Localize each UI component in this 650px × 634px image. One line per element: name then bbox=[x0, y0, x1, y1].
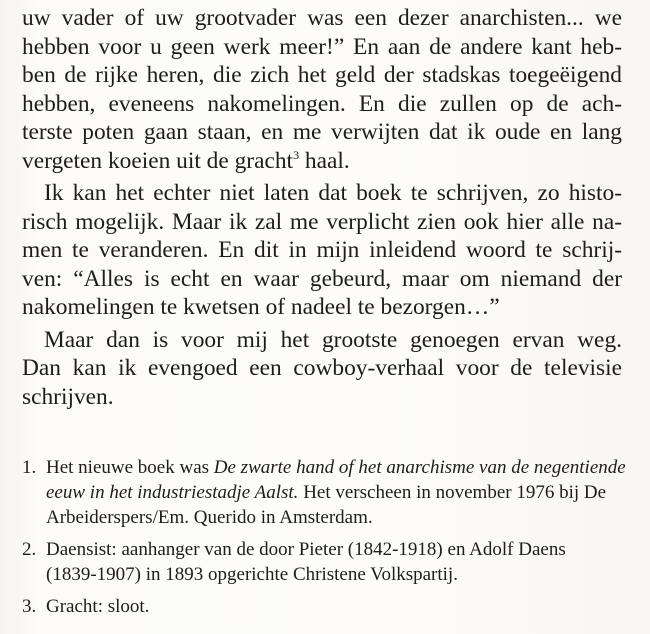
text-line: ven: “Alles is echt en waar gebeurd, maar om niemand der bbox=[22, 265, 622, 292]
text-line: schrijven. bbox=[22, 383, 114, 410]
footnote-number: 1. bbox=[22, 457, 37, 478]
footnote-line: Arbeiderspers/Em. Querido in Amsterdam. bbox=[46, 507, 373, 528]
paragraph-2 bbox=[22, 179, 622, 322]
text-line: hebben, eveneens nakomelingen. En die zullen op de ach- bbox=[22, 90, 622, 117]
text-line bbox=[22, 147, 622, 176]
footnote-line bbox=[22, 537, 622, 562]
book-title: De zwarte hand of het anarchisme van de negentiende bbox=[213, 457, 626, 478]
book-title: eeuw in het industriestadje Aalst. bbox=[46, 482, 299, 503]
text-line: Dan kan ik evengoed een cowboy-verhaal voor de televisie bbox=[22, 355, 622, 381]
text-line: men te veranderen. En dit in mijn inleidend woord te schrij- bbox=[22, 237, 622, 263]
footnote-line bbox=[22, 594, 622, 619]
text-line: ben de rijke heren, die zich het geld der stadskas toegeëigend bbox=[22, 62, 622, 88]
text-segment: Het verscheen in november 1976 bij De bbox=[298, 482, 607, 503]
paragraph-3 bbox=[22, 326, 622, 412]
footnote-3 bbox=[22, 594, 622, 619]
footnote-1 bbox=[22, 455, 626, 530]
text-line: hebben voor u geen werk meer!” En aan de andere kant heb- bbox=[22, 33, 622, 60]
text-line: terste poten gaan staan, en me verwijten dat ik oude en lang bbox=[22, 119, 622, 145]
text-segment: Het nieuwe boek was bbox=[46, 457, 214, 478]
footnote-line: (1839-1907) in 1893 opgerichte Christene Volkspartij. bbox=[46, 564, 458, 585]
footnote-2 bbox=[22, 537, 622, 587]
paragraph-1 bbox=[22, 4, 622, 175]
footnote-line bbox=[22, 480, 622, 505]
text-line: Maar dan is voor mij het grootste genoegen ervan weg. bbox=[44, 326, 622, 353]
footnotes bbox=[22, 455, 626, 619]
footnote-line bbox=[22, 455, 626, 480]
text-segment: vergeten koeien uit de gracht bbox=[22, 147, 294, 174]
text-segment: haal. bbox=[304, 147, 350, 174]
main-text bbox=[22, 4, 622, 411]
footnote-reference[interactable]: 3 bbox=[293, 147, 300, 162]
text-segment: Gracht: sloot. bbox=[46, 596, 150, 617]
footnote-number: 2. bbox=[22, 539, 37, 560]
text-segment: Daensist: aanhanger van de door Pieter (1842-1918) en Adolf Daens bbox=[46, 539, 566, 560]
text-line: risch mogelijk. Maar ik zal me verplicht zien ook hier alle na- bbox=[22, 208, 622, 235]
text-line: nakomelingen te kwetsen of nadeel te bezorgen…” bbox=[22, 294, 500, 320]
text-line: uw vader of uw grootvader was een dezer anarchisten... we bbox=[22, 5, 622, 31]
text-line: Ik kan het echter niet laten dat boek te schrijven, zo histo- bbox=[44, 180, 622, 206]
footnote-number: 3. bbox=[22, 596, 37, 617]
